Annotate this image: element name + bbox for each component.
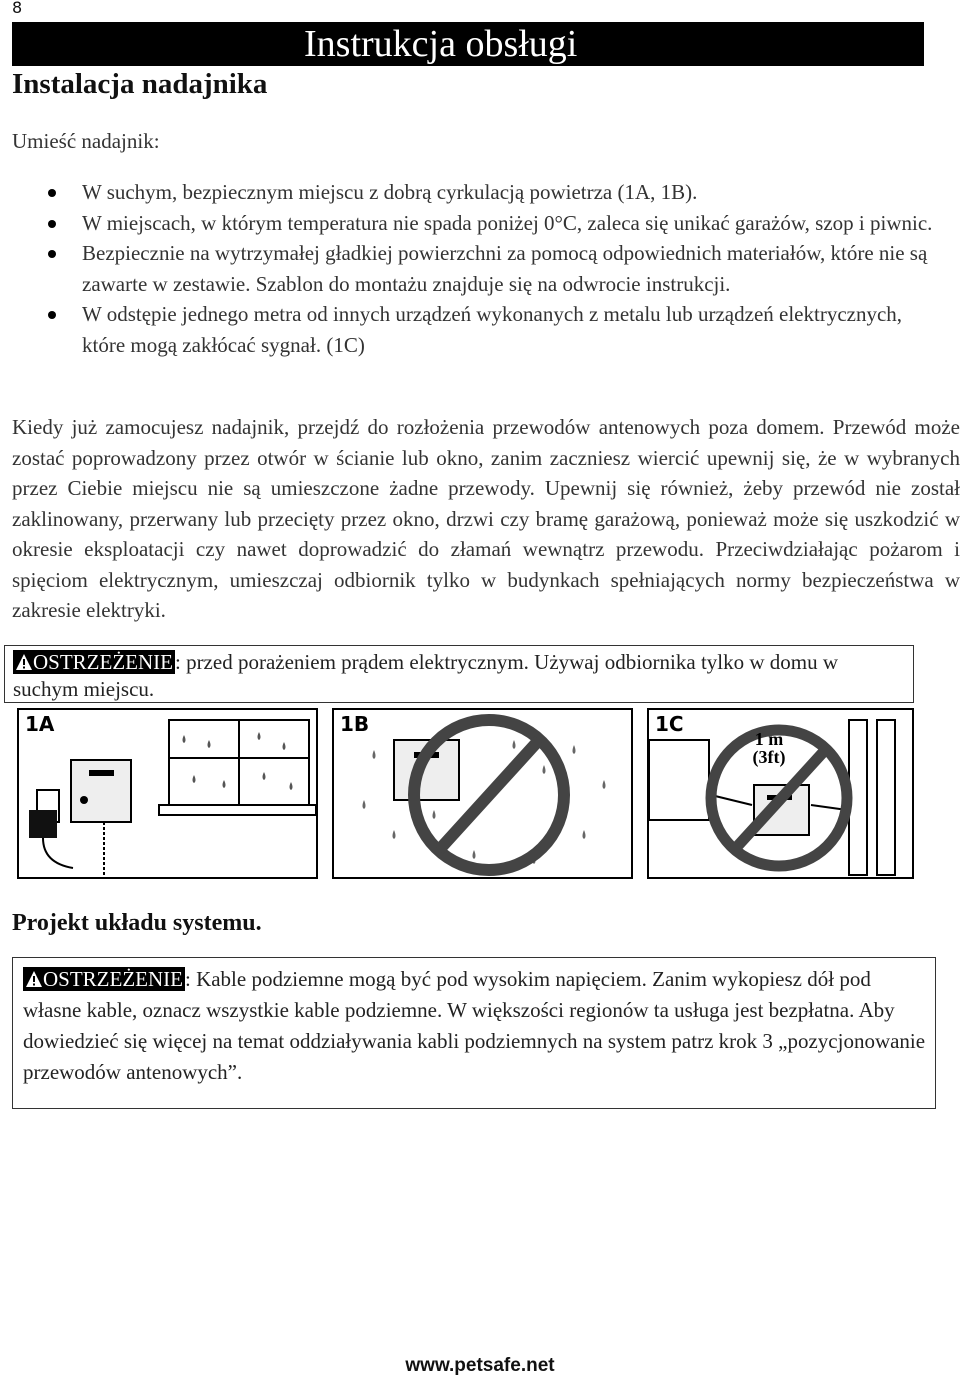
list-item-text: W miejscach, w którym temperatura nie spada poniżej 0°C, zaleca się unikać garażów, szop i piwnic. (82, 210, 933, 235)
warning-triangle-icon (15, 653, 33, 671)
indoor-mount-illustration (19, 710, 316, 877)
bullet-icon (48, 311, 56, 319)
warning-box-electric (4, 645, 914, 703)
list-item (48, 208, 948, 239)
placement-list (48, 177, 948, 360)
warning-triangle-icon (25, 970, 43, 988)
figure-1b (332, 708, 633, 879)
footer-url: www.petsafe.net (405, 1355, 555, 1376)
warning-label: OSTRZEŻENIE (23, 967, 185, 991)
list-item (48, 177, 948, 208)
warning-text: : Kable podziemne mogą być pod wysokim napięciem. Zanim wykopiesz dół pod własne kable, oznacz wszystkie kable podziemne. W większości regionów ta usługa jest bezpłatna. Aby dowiedzieć się więcej na temat oddziaływania kabli podziemnych na system patrz krok 3 „pozycjonowanie przewodów antenowych”. (23, 967, 926, 1084)
list-item (48, 238, 948, 299)
header-bar (12, 22, 924, 66)
outdoor-mount-illustration (334, 710, 631, 877)
installation-paragraph: Kiedy już zamocujesz nadajnik, przejdź do rozłożenia przewodów antenowych poza domem. Przewód może zostać poprowadzony przez otwór w ścianie lub okno, zanim zaczniesz wiercić upewnij się, że w wybranych przez Ciebie miejscu nie są umieszczone żadne przewody. Upewnij się również, żeby przewód nie został zaklinowany, przerwany lub przecięty przez okno, drzwi czy bramę garażową, ponieważ może się uszkodzić w okresie eksploatacji czy nawet doprowadzić do złamań wewnątrz przewodu. Przeciwdziałając pożarom i spięciom elektrycznym, umieszczaj odbiornik tylko w budynkach spełniających normy bezpieczeństwa w zakresie elektryki. (12, 415, 960, 622)
bullet-icon (48, 250, 56, 258)
warning-text: : przed porażeniem prądem elektrycznym. Używaj odbiornika tylko w domu w suchym miejscu. (13, 650, 839, 701)
figure-1a (17, 708, 318, 879)
list-item-text: W suchym, bezpiecznym miejscu z dobrą cyrkulacją powietrza (1A, 1B). (82, 180, 698, 204)
intro-text: Umieść nadajnik: (12, 129, 160, 153)
bullet-icon (48, 220, 56, 228)
header-title-text: Instrukcja obsługi (304, 23, 578, 65)
list-item (48, 299, 948, 360)
figure-1c (647, 708, 914, 879)
section-title-install: Instalacja nadajnika (12, 68, 268, 100)
page-number: 8 (12, 0, 23, 17)
section-title-layout: Projekt układu systemu. (12, 910, 262, 936)
bullet-icon (48, 189, 56, 197)
warning-box-underground (12, 957, 936, 1109)
list-item-text: W odstępie jednego metra od innych urządzeń wykonanych z metalu lub urządzeń elektrycznych, które mogą zakłócać sygnał. (1C) (82, 302, 903, 357)
figure-label: 1B (340, 712, 370, 736)
list-item-text: Bezpiecznie na wytrzymałej gładkiej powierzchni za pomocą odpowiednich materiałów, które nie są zawarte w zestawie. Szablon do montażu znajduje się na odwrocie instrukcji. (82, 241, 928, 296)
figure-label: 1A (25, 712, 55, 736)
figure-label: 1C (655, 712, 684, 736)
distance-label: 1 m (3ft) (752, 729, 786, 767)
warning-label: OSTRZEŻENIE (13, 650, 175, 674)
